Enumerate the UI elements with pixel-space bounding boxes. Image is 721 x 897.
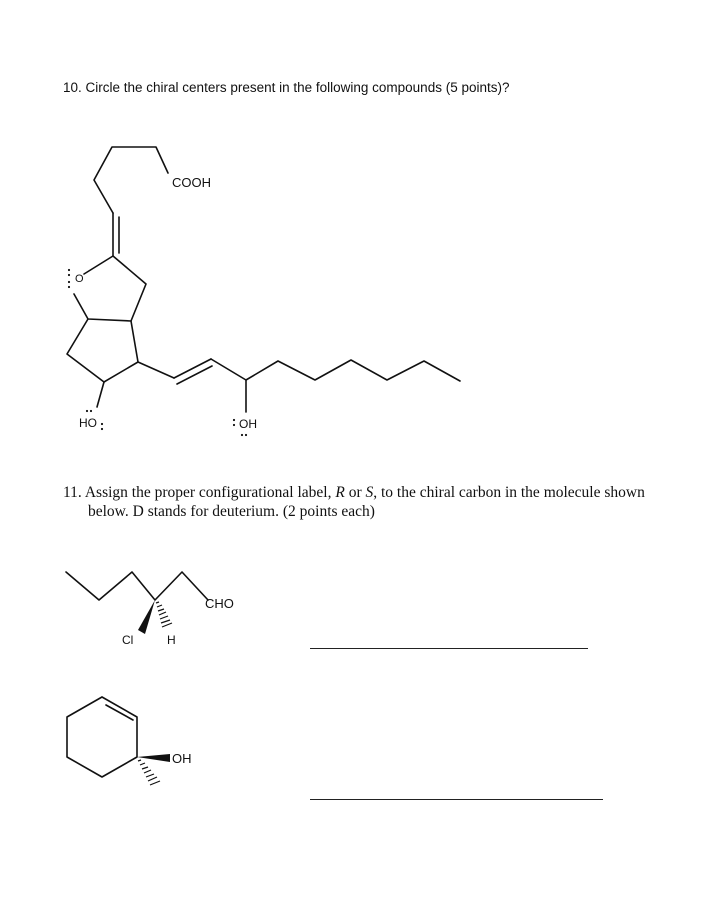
lower-double-bond-b — [177, 366, 212, 384]
molecule-2-hash-bond — [138, 760, 160, 785]
molecule-1-wedge-bond — [138, 600, 155, 634]
molecule-2-ring — [67, 697, 137, 777]
ho-bond — [97, 382, 104, 407]
molecule-2-wedge-bond — [137, 754, 170, 762]
oxolane-ring — [74, 256, 146, 321]
molecule-2-oh-label: OH — [172, 751, 192, 766]
answer-line-1[interactable] — [310, 648, 588, 649]
question-11-text-or: or — [348, 484, 362, 501]
question-11-line-2: below. D stands for deuterium. (2 points each) — [88, 503, 375, 520]
label-r: R — [335, 484, 345, 501]
cyclopentane-ring — [67, 319, 138, 382]
alkyl-tail — [211, 359, 460, 381]
question-10-text: 10. Circle the chiral centers present in the following compounds (5 points)? — [63, 80, 510, 95]
molecule-1-cl-label: Cl — [122, 633, 134, 647]
question-11-number: 11. — [63, 484, 82, 501]
answer-line-2[interactable] — [310, 799, 603, 800]
molecule-1-cho-label: CHO — [205, 596, 234, 611]
question-11-text-a: Assign the proper configurational label, — [84, 484, 332, 501]
question-11-text — [63, 483, 693, 521]
ring-oxygen-label: O — [75, 273, 84, 285]
lone-pair-dots-oxygen — [68, 269, 70, 288]
lower-chain-bond-1 — [138, 362, 174, 378]
cooh-label: COOH — [172, 175, 211, 190]
molecule-1-hash-bond — [156, 602, 172, 627]
molecule-1-skeleton — [66, 572, 208, 600]
label-s: S — [365, 484, 374, 501]
question-11-text-b: , to the chiral carbon in the molecule shown — [373, 484, 645, 501]
hydroxyl-left-label: HO — [79, 416, 97, 430]
hydroxyl-right-label: OH — [239, 417, 257, 431]
molecule-1-h-label: H — [167, 633, 176, 647]
carboxyl-side-chain — [94, 147, 168, 213]
